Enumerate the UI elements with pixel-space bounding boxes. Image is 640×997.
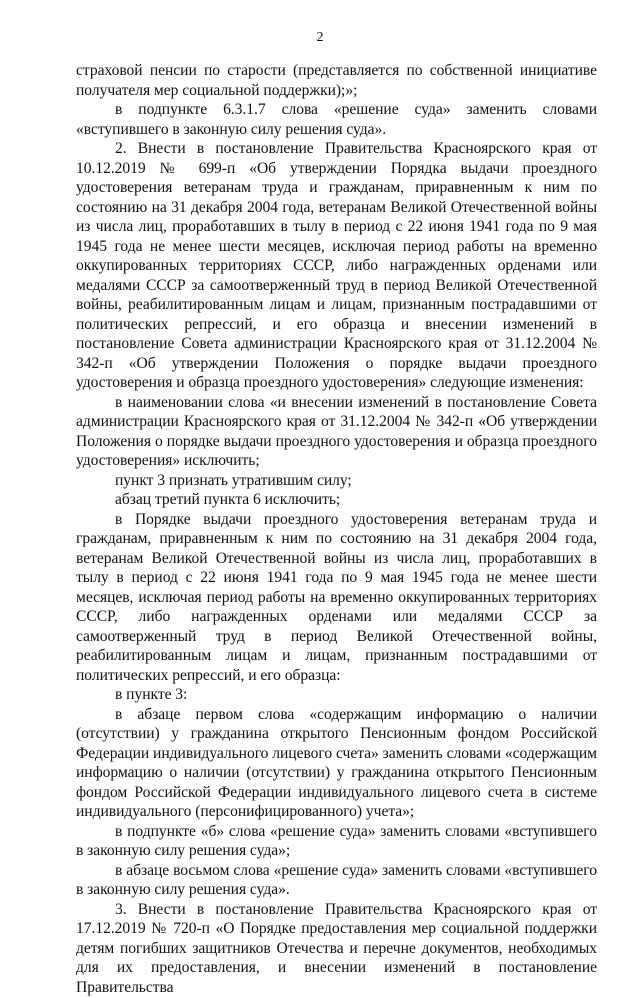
page-number: 2 [0,30,640,46]
paragraph: пункт 3 признать утратившим силу; [76,471,597,491]
paragraph: в наименовании слова «и внесении изменений в постановление Совета администрации Красноярского края от 31.12.2004 № 342-п «Об утверждении Положения о порядке выдачи проездного удостоверения и образца проездного удостоверения» исключить; [76,393,597,471]
paragraph: 3. Внести в постановление Правительства Красноярского края от 17.12.2019 № 720-п «О Порядке предоставления мер социальной поддержки детям погибших защитников Отечества и перечне документов, необходимых для их предоставления, и внесении изменений в постановление Правительства [76,900,597,997]
paragraph: абзац третий пункта 6 исключить; [76,490,597,510]
paragraph: в пункте 3: [76,685,597,705]
paragraph: в абзаце первом слова «содержащим информацию о наличии (отсутствии) у гражданина открытого Пенсионным фондом Российской Федерации индивидуального лицевого счета» заменить словами «содержащим информацию о наличии (отсутствии) у гражданина открытого Пенсионным фондом Российской Федерации индивидуального лицевого счета в системе индивидуального (персонифицированного) учета»; [76,705,597,822]
paragraph: в абзаце восьмом слова «решение суда» заменить словами «вступившего в законную силу решения суда». [76,861,597,900]
paragraph: в подпункте «б» слова «решение суда» заменить словами «вступившего в законную силу решения суда»; [76,822,597,861]
paragraph: страховой пенсии по старости (представляется по собственной инициативе получателя мер социальной поддержки);»; [76,61,597,100]
document-body [76,61,597,997]
paragraph: в Порядке выдачи проездного удостоверения ветеранам труда и гражданам, приравненным к ним по состоянию на 31 декабря 2004 года, ветеранам Великой Отечественной войны из числа лиц, проработавших в тылу в период с 22 июня 1941 года по 9 мая 1945 года не менее шести месяцев, исключая период работы на временно оккупированных территориях СССР, либо награжденных орденами или медалями СССР за самоотверженный труд в период Великой Отечественной войны, реабилитированным лицам и лицам, признанным пострадавшими от политических репрессий, и его образца: [76,510,597,686]
paragraph: в подпункте 6.3.1.7 слова «решение суда» заменить словами «вступившего в законную силу решения суда». [76,100,597,139]
paragraph: 2. Внести в постановление Правительства Красноярского края от 10.12.2019 № 699-п «Об утверждении Порядка выдачи проездного удостоверения ветеранам труда и гражданам, приравненным к ним по состоянию на 31 декабря 2004 года, ветеранам Великой Отечественной войны из числа лиц, проработавших в тылу в период с 22 июня 1941 года по 9 мая 1945 года не менее шести месяцев, исключая период работы на временно оккупированных территориях СССР, либо награжденных орденами или медалями СССР за самоотверженный труд в период Великой Отечественной войны, реабилитированным лицам и лицам, признанным пострадавшими от политических репрессий, и его образца и внесении изменений в постановление Совета администрации Красноярского края от 31.12.2004 № 342-п «Об утверждении Положения о порядке выдачи проездного удостоверения и образца проездного удостоверения» следующие изменения: [76,139,597,393]
